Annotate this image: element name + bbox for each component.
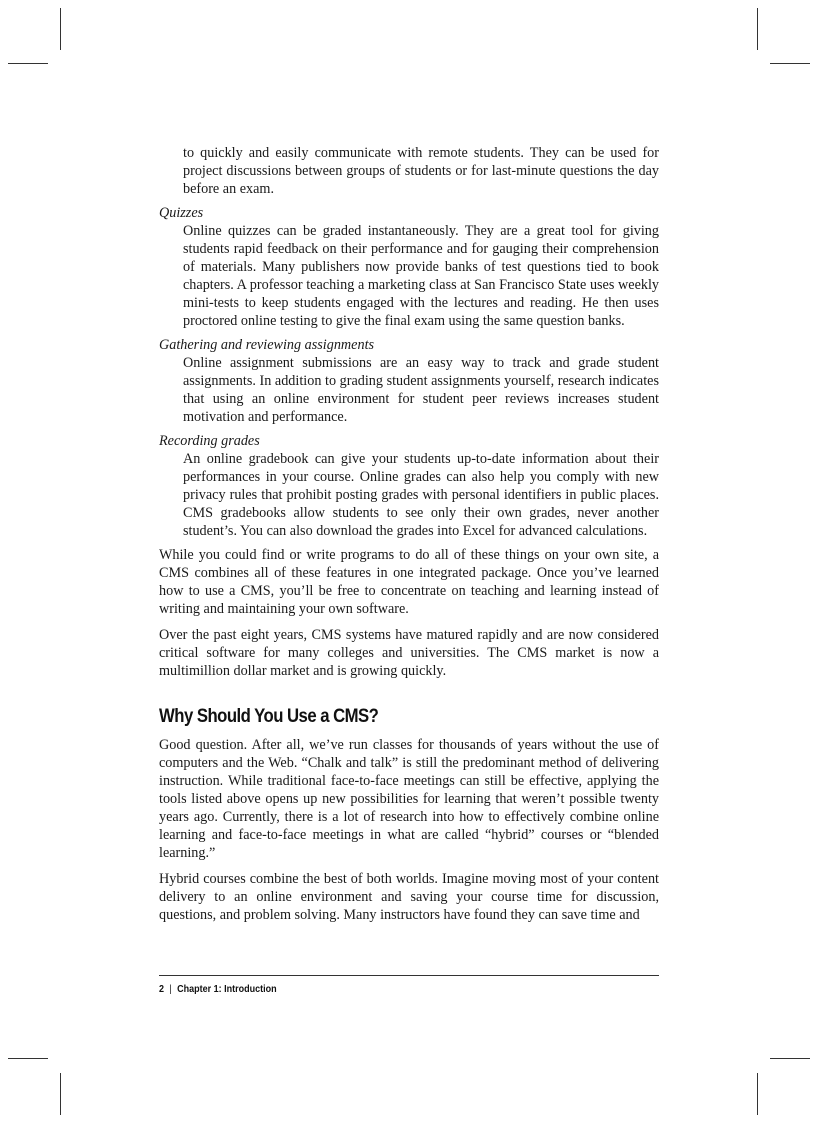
- definition-item: [159, 204, 659, 330]
- crop-mark: [757, 8, 758, 50]
- body-paragraph: While you could find or write programs to do all of these things on your own site, a CMS combines all of these features in one integrated package. Once you’ve learned how to use a CMS, you’ll be free to concentrate on teaching and learning instead of writing and maintaining your own software.: [159, 547, 659, 617]
- definition-text: Online quizzes can be graded instantaneously. They are a great tool for giving students rapid feedback on their performance and for gauging their comprehension of materials. Many publishers now provide banks of test questions tied to book chapters. A professor teaching a marketing class at San Francisco State uses weekly mini-tests to keep students engaged with the lectures and reading. He then uses proctored online testing to give the final exam using the same question banks.: [183, 223, 659, 329]
- crop-mark: [60, 8, 61, 50]
- section-heading: Why Should You Use a CMS?: [159, 706, 379, 727]
- definition-term: Recording grades: [159, 433, 260, 449]
- definition-text: An online gradebook can give your students up-to-date information about their performances in your course. Online grades can also help you comply with new privacy rules that prohibit posting grades with personal identifiers in public places. CMS gradebooks allow students to see only their own grades, never another student’s. You can also download the grades into Excel for advanced calculations.: [183, 451, 659, 539]
- definition-text: Online assignment submissions are an easy way to track and grade student assignments. In addition to grading student assignments yourself, research indicates that using an online environment for student peer reviews increases student motivation and performance.: [183, 355, 659, 425]
- page-footer: [159, 984, 277, 995]
- definition-term: Quizzes: [159, 205, 204, 221]
- footer-rule: [159, 975, 659, 976]
- definition-term: Gathering and reviewing assignments: [159, 337, 375, 353]
- crop-mark: [8, 1058, 48, 1059]
- definition-item: [159, 432, 659, 540]
- page-body: [159, 144, 659, 924]
- crop-mark: [8, 63, 48, 64]
- chapter-title: Chapter 1: Introduction: [177, 984, 277, 995]
- definition-list: [159, 204, 659, 540]
- page-number: 2: [159, 984, 165, 995]
- crop-mark: [770, 1058, 810, 1059]
- intro-continued: to quickly and easily communicate with remote students. They can be used for project discussions between groups of students or for last-minute questions the day before an exam.: [183, 145, 659, 197]
- crop-mark: [60, 1073, 61, 1115]
- body-paragraph: Hybrid courses combine the best of both worlds. Imagine moving most of your content delivery to an online environment and saving your course time for discussion, questions, and problem solving. Many instructors have found they can save time and: [159, 871, 659, 923]
- definition-item: [159, 336, 659, 426]
- body-paragraph: Over the past eight years, CMS systems have matured rapidly and are now considered critical software for many colleges and universities. The CMS market is now a multimillion dollar market and is growing quickly.: [159, 627, 659, 679]
- footer-separator: |: [169, 984, 172, 995]
- crop-mark: [757, 1073, 758, 1115]
- body-paragraph: Good question. After all, we’ve run classes for thousands of years without the use of computers and the Web. “Chalk and talk” is still the predominant method of delivering instruction. While traditional face-to-face meetings can still be effective, applying the tools listed above opens up new possibilities for learning that weren’t possible twenty years ago. Currently, there is a lot of research into how to effectively combine online learning and face-to-face meetings in what are called “hybrid” courses or “blended learning.”: [159, 737, 659, 861]
- crop-mark: [770, 63, 810, 64]
